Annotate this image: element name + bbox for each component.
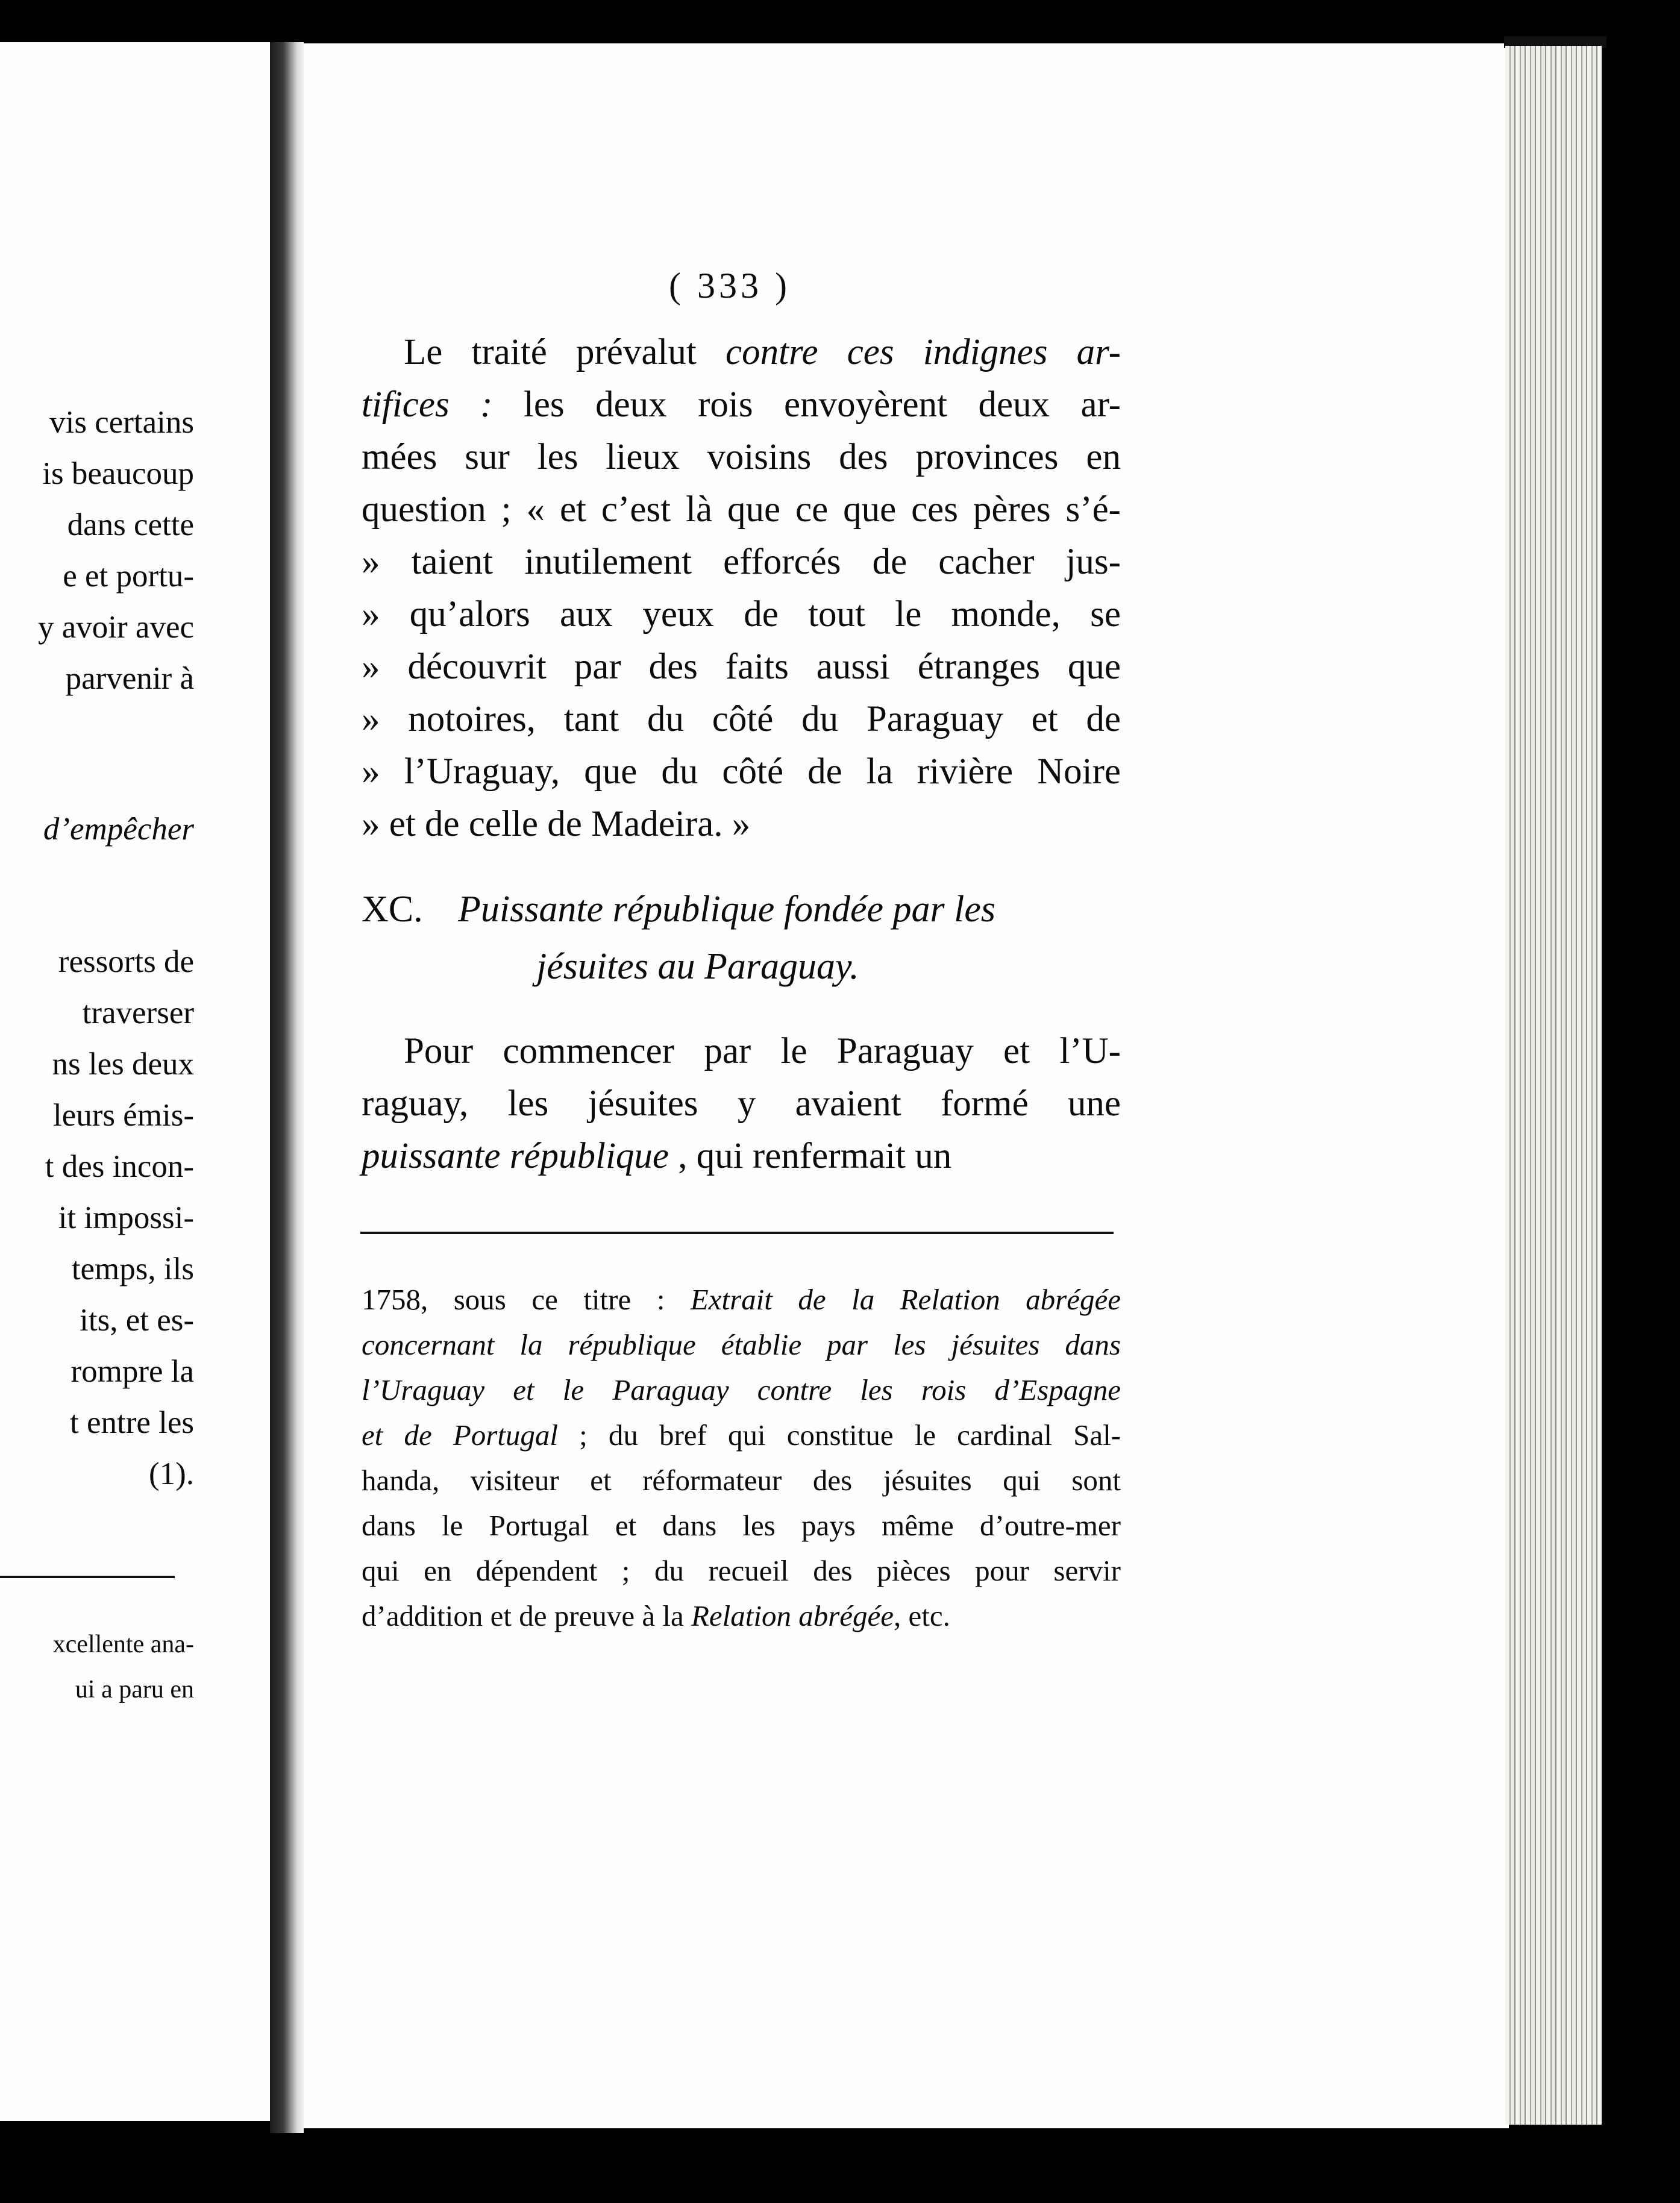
text-run: raguay, les jésuites y avaient formé une: [362, 1083, 1121, 1124]
text-run: » et de celle de Madeira. »: [362, 804, 751, 844]
text-line: [362, 381, 1121, 429]
left-text-line: dans cette: [67, 507, 194, 542]
left-footnote-rule: [0, 1576, 175, 1578]
text-line: [362, 538, 1121, 586]
text-run: » découvrit par des faits aussi étranges que: [362, 647, 1121, 687]
left-text-line: it impossi-: [58, 1200, 194, 1235]
footnote-rule: [360, 1232, 1114, 1234]
footnote-line: [362, 1368, 1121, 1412]
italic-text: Extrait de la Relation abrégée: [690, 1283, 1121, 1316]
text-line: [362, 1080, 1121, 1128]
footnote-line: [362, 1413, 1121, 1458]
page-number: ( 333 ): [669, 266, 791, 306]
text-run: qui en dépendent ; du recueil des pièces pour servir: [362, 1554, 1121, 1587]
left-footnote-line: ui a paru en: [75, 1676, 194, 1703]
italic-text: concernant la république établie par les jésuites dans: [362, 1328, 1121, 1361]
text-run: ; du bref qui constitue le cardinal Sal-: [558, 1418, 1121, 1452]
text-run: mées sur les lieux voisins des provinces en: [362, 437, 1121, 477]
text-line: [362, 433, 1121, 481]
page-edges: [1505, 46, 1602, 2125]
left-text-line: y avoir avec: [38, 610, 194, 645]
section-title-line-1: Puissante république fondée par les: [458, 889, 995, 930]
left-text-line: ressorts de: [58, 944, 194, 979]
text-run: » notoires, tant du côté du Paraguay et de: [362, 699, 1121, 739]
text-run: » qu’alors aux yeux de tout le monde, se: [362, 594, 1121, 635]
left-page: [0, 42, 270, 2121]
text-run: d’addition et de preuve à la: [362, 1599, 691, 1632]
italic-text: Relation abrégée: [691, 1599, 894, 1632]
left-text-line: parvenir à: [65, 661, 194, 696]
section-title-line-2: jésuites au Paraguay.: [536, 946, 859, 987]
text-run: les deux rois envoyèrent deux ar-: [492, 384, 1121, 425]
left-text-line: is beaucoup: [42, 456, 194, 491]
text-run: » l’Uraguay, que du côté de la rivière Noire: [362, 751, 1121, 792]
text-line: [362, 328, 1121, 377]
text-line: [362, 591, 1121, 639]
text-run: Le traité prévalut: [404, 332, 726, 372]
footnote-line: [362, 1458, 1121, 1503]
left-text-line: t entre les: [69, 1405, 194, 1440]
text-run: question ; « et c’est là que ce que ces pères s’é-: [362, 489, 1121, 530]
left-text-line: temps, ils: [71, 1252, 194, 1286]
left-text-line: t des incon-: [45, 1149, 194, 1184]
text-line: [362, 1027, 1121, 1076]
left-text-line: (1).: [148, 1456, 194, 1491]
text-line: [362, 486, 1121, 534]
text-line: [362, 695, 1121, 744]
footnote-line: [362, 1594, 1121, 1638]
left-text-line: rompre la: [71, 1354, 194, 1389]
text-line: [362, 643, 1121, 691]
left-text-line: its, et es-: [80, 1303, 194, 1338]
footnote-line: [362, 1549, 1121, 1593]
text-line: [362, 1132, 1121, 1180]
text-run: 1758, sous ce titre :: [362, 1283, 691, 1316]
left-text-line: leurs émis-: [52, 1098, 194, 1133]
text-line: [362, 748, 1121, 796]
italic-text: puissante république: [362, 1136, 669, 1176]
left-footnote-line: xcellente ana-: [52, 1631, 194, 1658]
text-run: , etc.: [894, 1599, 950, 1632]
italic-text: tifices :: [362, 384, 493, 425]
italic-text: l’Uraguay et le Paraguay contre les rois d’Espagne: [362, 1373, 1121, 1406]
italic-text: contre ces indignes ar-: [726, 332, 1121, 372]
text-run: » taient inutilement efforcés de cacher jus-: [362, 542, 1121, 582]
footnote-line: [362, 1277, 1121, 1322]
footnote-line: [362, 1503, 1121, 1548]
book-gutter: [270, 42, 304, 2133]
section-number: XC.: [362, 889, 423, 930]
left-text-line: vis certains: [49, 405, 194, 440]
left-heading-fragment: d’empêcher: [43, 812, 194, 847]
footnote-line: [362, 1323, 1121, 1367]
left-text-line: traverser: [82, 995, 194, 1030]
text-run: , qui renfermait un: [668, 1136, 952, 1176]
left-text-line: e et portu-: [63, 559, 194, 594]
text-run: dans le Portugal et dans les pays même d’outre-mer: [362, 1509, 1121, 1542]
left-text-line: ns les deux: [52, 1047, 194, 1082]
text-run: Pour commencer par le Paraguay et l’U-: [404, 1031, 1121, 1071]
text-line: [362, 800, 1121, 848]
italic-text: et de Portugal: [362, 1418, 559, 1452]
text-run: handa, visiteur et réformateur des jésuites qui sont: [362, 1464, 1121, 1497]
